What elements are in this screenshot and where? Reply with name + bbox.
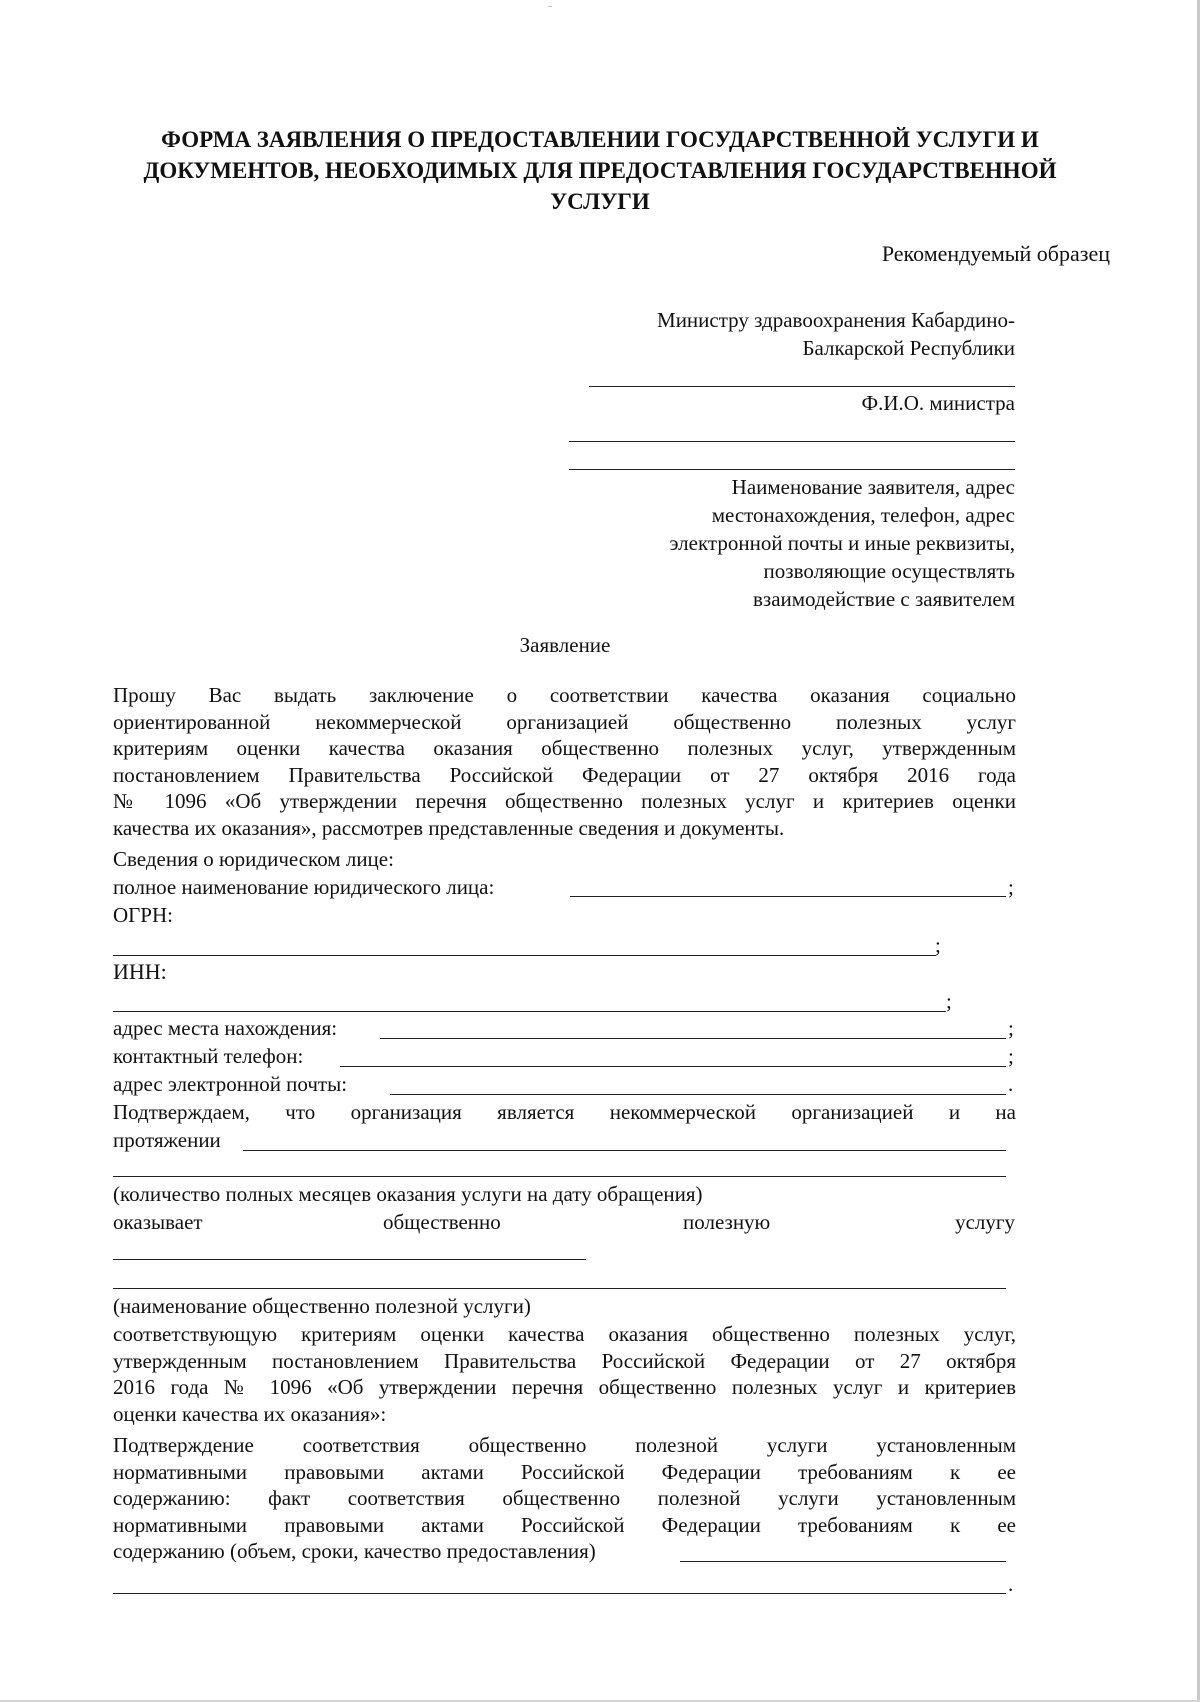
addressee-line: Балкарской Республики [802,336,1015,360]
recommended-sample-label: Рекомендуемый образец [881,241,1110,266]
ogrn-label: ОГРН: [113,903,173,927]
applicant-info-line-2[interactable] [569,469,1015,470]
full-name-label: полное наименование юридического лица: [113,875,495,899]
intro-line: постановлением Правительства Российской Федерации от 27 октября 2016 года [113,762,1016,787]
full-name-field[interactable] [570,896,1006,897]
intro-paragraph [113,682,1016,841]
provides-word: услугу [955,1210,1015,1234]
service-name-field-line-2[interactable] [113,1288,1006,1289]
intro-line: качества их оказания», рассмотрев представленные сведения и документы. [113,815,785,840]
legal-entity-heading: Сведения о юридическом лице: [113,847,394,871]
form-title-line: ДОКУМЕНТОВ, НЕОБХОДИМЫХ ДЛЯ ПРЕДОСТАВЛЕНИЯ ГОСУДАРСТВЕННОЙ [143,158,1057,183]
criteria-paragraph [113,1321,1016,1427]
provides-word: общественно [383,1210,501,1234]
ogrn-field[interactable] [113,955,936,956]
criteria-line: утвержденным постановлением Правительства Российской Федерации от 27 октября [113,1348,1016,1373]
applicant-caption-line: взаимодействие с заявителем [752,587,1015,611]
minister-caption: Ф.И.О. министра [861,391,1015,415]
period: . [1008,1072,1014,1096]
duration-field[interactable] [243,1150,1006,1151]
email-field[interactable] [390,1094,1006,1095]
phone-field[interactable] [340,1066,1006,1067]
applicant-info-line-1[interactable] [569,441,1015,442]
semicolon: ; [946,989,952,1013]
conformity-line: содержанию: факт соответствия общественно полезной услуги установленным [113,1486,1016,1510]
conformity-line: нормативными правовыми актами Российской Федерации требованиям к ее [113,1512,1016,1537]
statement-heading: Заявление [519,633,611,657]
form-title-line: УСЛУГИ [550,189,650,214]
duration-field-line-2[interactable] [113,1176,1006,1177]
semicolon: ; [1008,875,1014,899]
months-caption: (количество полных месяцев оказания услуги на дату обращения) [113,1182,703,1206]
phone-label: контактный телефон: [113,1044,304,1068]
confirm-duration-label: протяжении [113,1128,221,1152]
conformity-paragraph [113,1432,1016,1538]
conformity-line: нормативными правовыми актами Российской Федерации требованиям к ее [113,1459,1016,1484]
provides-word: оказывает [113,1210,203,1234]
confirm-line: Подтверждаем, что организация является некоммерческой организацией и на [113,1100,1016,1124]
address-field[interactable] [380,1038,1006,1039]
conformity-line: Подтверждение соответствия общественно полезной услуги установленным [113,1433,1016,1457]
form-title [120,124,1080,217]
semicolon: ; [935,933,941,957]
conformity-field[interactable] [680,1561,1006,1562]
intro-line: ориентированной некоммерческой организацией общественно полезных услуг [113,709,1016,734]
criteria-line: соответствующую критериям оценки качества оказания общественно полезных услуг, [113,1322,1016,1346]
applicant-caption-line: позволяющие осуществлять [763,559,1015,583]
provides-word: полезную [683,1210,771,1234]
criteria-line: 2016 года № 1096 «Об утверждении перечня общественно полезных услуг и критериев [113,1375,1016,1399]
addressee-line: Министру здравоохранения Кабардино- [657,308,1015,332]
address-label: адрес места нахождения: [113,1016,338,1040]
applicant-caption-line: электронной почты и иные реквизиты, [669,531,1015,555]
email-label: адрес электронной почты: [113,1072,348,1096]
period: . [1008,1572,1014,1596]
scan-mark: ¨ [548,2,552,16]
semicolon: ; [1008,1044,1014,1068]
semicolon: ; [1008,1016,1014,1040]
form-title-line: ФОРМА ЗАЯВЛЕНИЯ О ПРЕДОСТАВЛЕНИИ ГОСУДАРСТВЕННОЙ УСЛУГИ И [161,127,1039,152]
service-caption: (наименование общественно полезной услуги) [113,1294,531,1318]
intro-line: критериям оценки качества оказания общественно полезных услуг, утвержденным [113,736,1016,760]
criteria-line: оценки качества их оказания»: [113,1401,387,1426]
confirm-paragraph [113,1099,1016,1126]
conformity-last-line: содержанию (объем, сроки, качество предоставления) [113,1539,596,1563]
inn-label: ИНН: [113,959,167,984]
conformity-field-line-2[interactable] [113,1593,1006,1594]
intro-line: Прошу Вас выдать заключение о соответствии качества оказания социально [113,683,1016,707]
inn-field[interactable] [113,1011,946,1012]
minister-name-line[interactable] [589,386,1015,387]
service-name-field[interactable] [113,1259,586,1260]
applicant-caption-line: Наименование заявителя, адрес [731,475,1015,499]
applicant-caption-line: местонахождения, телефон, адрес [711,503,1015,527]
intro-line: № 1096 «Об утверждении перечня общественно полезных услуг и критериев оценки [113,789,1016,813]
